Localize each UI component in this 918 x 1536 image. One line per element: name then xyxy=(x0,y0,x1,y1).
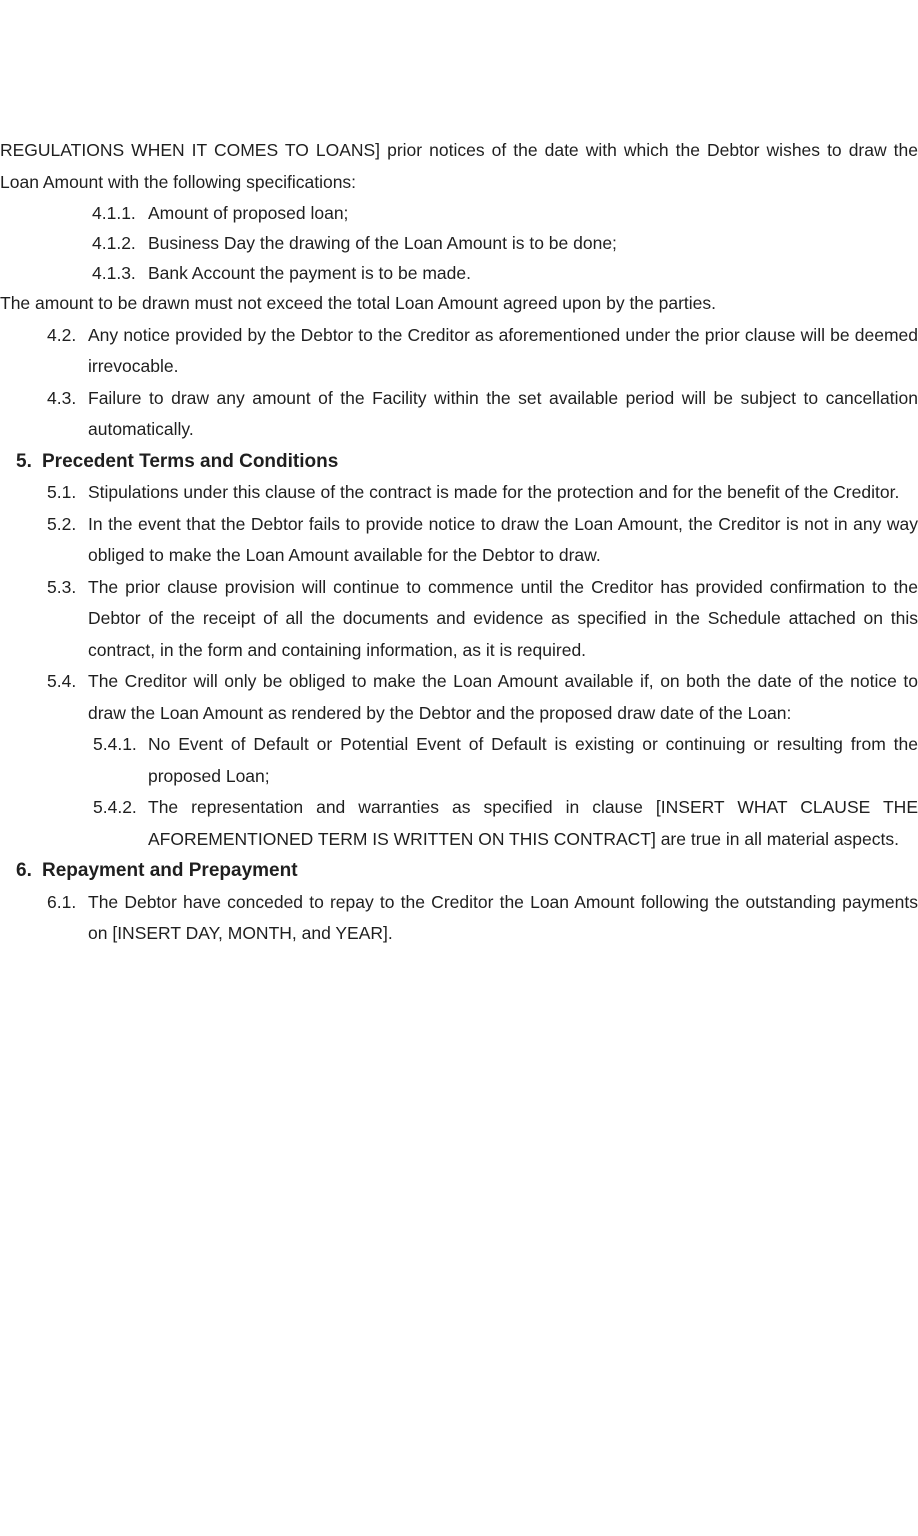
clause-text: The prior clause provision will continue to commence until the Creditor has provided confirmation to the Debtor of the receipt of all the documents and evidence as specified in the Schedule attached on this contract, in the form and containing information, as it is required. xyxy=(88,576,918,660)
clause-text: Bank Account the payment is to be made. xyxy=(148,263,471,283)
clause-5-4-1 xyxy=(0,729,918,792)
section-heading-6 xyxy=(0,855,918,887)
clause-number: 4.1.2. xyxy=(92,233,136,253)
clause-text: Stipulations under this clause of the contract is made for the protection and for the benefit of the Creditor. xyxy=(88,482,900,502)
clause-number: 4.3. xyxy=(47,387,77,408)
clause-number: 5.4.1. xyxy=(93,734,137,754)
clause-number: 5.2. xyxy=(47,513,77,534)
section-number: 5. xyxy=(16,450,32,472)
clause-5-2 xyxy=(0,509,918,572)
clause-number: 5.1. xyxy=(47,482,77,502)
section-heading-5 xyxy=(0,446,918,478)
clause-text: Any notice provided by the Debtor to the Creditor as aforementioned under the prior clause will be deemed irrevocable. xyxy=(88,324,918,376)
list-item-4-1-2 xyxy=(0,228,918,258)
sub-item-list-4-1 xyxy=(0,198,918,288)
clause-text: The Debtor have conceded to repay to the Creditor the Loan Amount following the outstanding payments on [INSERT DAY, MONTH, and YEAR]. xyxy=(88,891,918,943)
list-item-4-1-1 xyxy=(0,198,918,228)
clause-number: 6.1. xyxy=(47,891,77,912)
clause-text: The Creditor will only be obliged to make the Loan Amount available if, on both the date of the notice to draw the Loan Amount as rendered by the Debtor and the proposed draw date of the Loan: xyxy=(88,671,918,723)
clause-4-2 xyxy=(0,320,918,383)
clause-text: Business Day the drawing of the Loan Amount is to be done; xyxy=(148,233,617,253)
clause-5-1 xyxy=(0,477,918,509)
clause-text: Amount of proposed loan; xyxy=(148,203,349,223)
continuation-paragraph: REGULATIONS WHEN IT COMES TO LOANS] prior notices of the date with which the Debtor wishes to draw the Loan Amount with the following specifications: xyxy=(0,140,918,192)
clause-5-4-2 xyxy=(0,792,918,855)
clause-5-3 xyxy=(0,572,918,667)
clause-number: 5.4.2. xyxy=(93,797,137,817)
clause-4-3 xyxy=(0,383,918,446)
list-item-4-1-3 xyxy=(0,258,918,288)
section-title: Precedent Terms and Conditions xyxy=(42,450,339,472)
clause-number: 5.4. xyxy=(47,671,77,691)
section-number: 6. xyxy=(16,860,32,881)
flush-paragraph: The amount to be drawn must not exceed the total Loan Amount agreed upon by the parties. xyxy=(0,293,717,313)
clause-number: 4.1.1. xyxy=(92,203,136,223)
clause-text: In the event that the Debtor fails to provide notice to draw the Loan Amount, the Creditor is not in any way obliged to make the Loan Amount available for the Debtor to draw. xyxy=(88,513,918,565)
clause-text: The representation and warranties as specified in clause [INSERT WHAT CLAUSE THE AFOREMENTIONED TERM IS WRITTEN ON THIS CONTRACT] are true in all material aspects. xyxy=(148,797,918,849)
clause-6-1 xyxy=(0,887,918,950)
clause-5-4 xyxy=(0,666,918,729)
clause-number: 4.2. xyxy=(47,324,77,345)
clause-number: 5.3. xyxy=(47,576,77,597)
clause-text: Failure to draw any amount of the Facility within the set available period will be subject to cancellation automatically. xyxy=(88,387,918,439)
clause-number: 4.1.3. xyxy=(92,263,136,283)
section-title: Repayment and Prepayment xyxy=(42,860,298,881)
clause-text: No Event of Default or Potential Event of Default is existing or continuing or resulting from the proposed Loan; xyxy=(148,734,918,786)
